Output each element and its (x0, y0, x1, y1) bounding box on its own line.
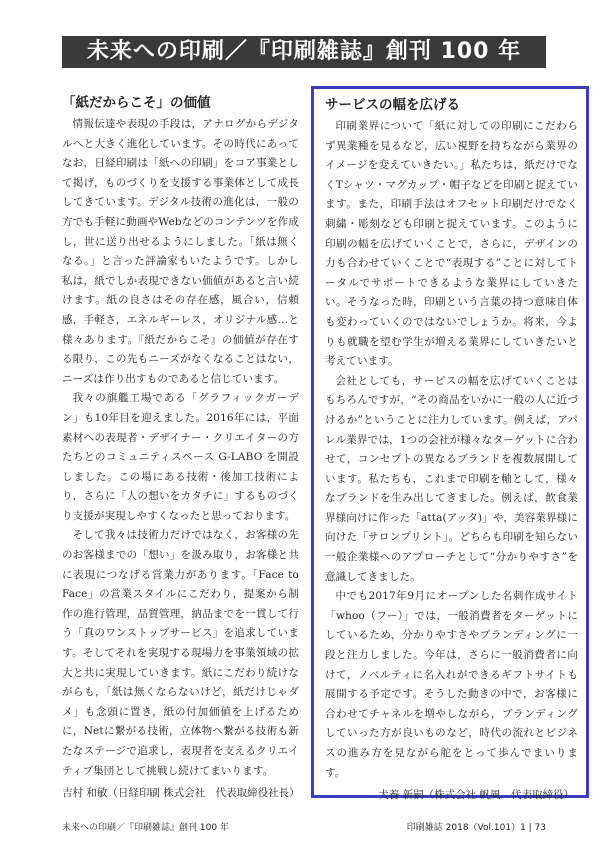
right-body (325, 117, 578, 783)
left-paragraph: 情報伝達や表現の手段は，アナログからデジタルへと大きく進化しています。その時代にあってなお，日経印刷は「紙への印刷」をコア事業として掲げ，ものづくりを支援する事業体として成長してきています。デジタル技術の進化は，一般の方でも手軽に動画やWebなどのコンテンツを作成し，世に送り出せるようにしました。「紙は無くなる。」と言った評論家もいたようです。しかし私は，紙でしか表現できない価値があると言い続けます。紙の良さはその存在感，風合い，信頼感，手軽さ，エネルギーレス，オリジナル感…と様々あります。『紙だからこそ』の価値が存在する限り，この先もニーズがなくなることはない，ニーズは作り出すものであると信じています。 (62, 118, 299, 385)
left-column (62, 94, 299, 803)
left-author-signature: 吉村 和敏（日経印刷 株式会社 代表取締役社長） (62, 787, 300, 800)
article-banner: 未来への印刷／『印刷雑誌』創刊 100 年 (62, 36, 546, 68)
right-author-signature: 犬養 新嗣（株式会社 帆風 代表取締役） (378, 789, 574, 802)
footer-page-info: 印刷雑誌 2018（Vol.101）1 | 73 (406, 823, 546, 833)
left-body (62, 115, 299, 781)
right-paragraph: 会社としても，サービスの幅を広げていくことはもちろんですが，“その商品をいかに一般の人に近づけるか”ということに注力しています。例えば，アパレル業界では，1つの会社が様々なターゲットに合わせて，コンセプトの異なるブランドを複数展開しています。私たちも，これまで印刷を軸として，様々なブランドを生み出してきました。例えば，飲食業界様向けに作った「atta(アッタ)」や，美容業界様に向けた「サロンプリント」。どちらも印刷を知らない一般企業様へのアプローチとして“分かりやすさ”を意識してきました。 (325, 374, 578, 583)
right-section-heading: サービスの幅を広げる (325, 97, 460, 113)
left-paragraph: 我々の旗艦工場である「グラフィックガーデン」も10年目を迎えました。2016年には，平面素材への表現者・デザイナー・クリエイターの方たちとのコミュニティスペース G-LABO を開設しました。この場にある技術・後加工技術により，さらに「人の想いをカタチに」するものづくり支援が実現しやすくなったと思っております。 (62, 392, 299, 522)
left-paragraph: そして我々は技術力だけではなく，お客様の先のお客様までの「想い」を汲み取り，お客様と共に表現につなげる営業力があります。「Face to Face」の営業スタイルにこだわり，提案から制作の進行管理，品質管理，納品までを一貫して行う「真のワンストップサービス」を追求しています。そしてそれを実現する現場力を事業領域の拡大と共に実現していきます。紙にこだわり続けながらも，「紙は無くならないけど，紙だけじゃダメ」も念頭に置き，紙の付加価値を上げるために，Netに繋がる技術，立体物へ繋がる技術も新たなステージで追求し，表現者を支えるクリエイティブ集団として挑戦し続けてまいります。 (62, 529, 299, 777)
footer-series-title: 未来への印刷／『印刷雑誌』創刊 100 年 (62, 823, 229, 833)
right-paragraph: 中でも2017年9月にオープンした名刺作成サイト「whoo（フー）」では，一般消費者をターゲットにしているため，分かりやすさやブランディングに一段と注力しました。今年は，さらに一般消費者に向けて，ノベルティに名入れができるギフトサイトも展開する予定です。そうした動きの中で，お客様に合わせてチャネルを増やしながら，ブランディングしていった方が良いものなど，時代の流れとビジネスの進み方を見ながら舵をとって歩んでまいります。 (325, 590, 578, 779)
page-footer (62, 818, 546, 838)
right-paragraph: 印刷業界について「紙に対しての印刷にこだわらず異業種を見るなど，広い視野を持ちながら業界のイメージを変えていきたい。」私たちは，紙だけでなくTシャツ・マグカップ・帽子などを印刷と捉えています。また，印刷手法はオフセット印刷だけでなく刺繍・彫刻なども印刷と捉えています。このように印刷の幅を広げていくことで，さらに，デザインの力も合わせていくことで“表現する”ことに対してトータルでサポートできるような業界にしていきたい。そうなった時，印刷という言葉の持つ意味自体も変わっていくのではないでしょうか。将来，今よりも就職を望む学生が増える業界にしていきたいと考えています。 (325, 120, 578, 368)
left-section-heading: 「紙だからこそ」の価値 (62, 95, 211, 111)
right-column-boxed (311, 86, 589, 802)
